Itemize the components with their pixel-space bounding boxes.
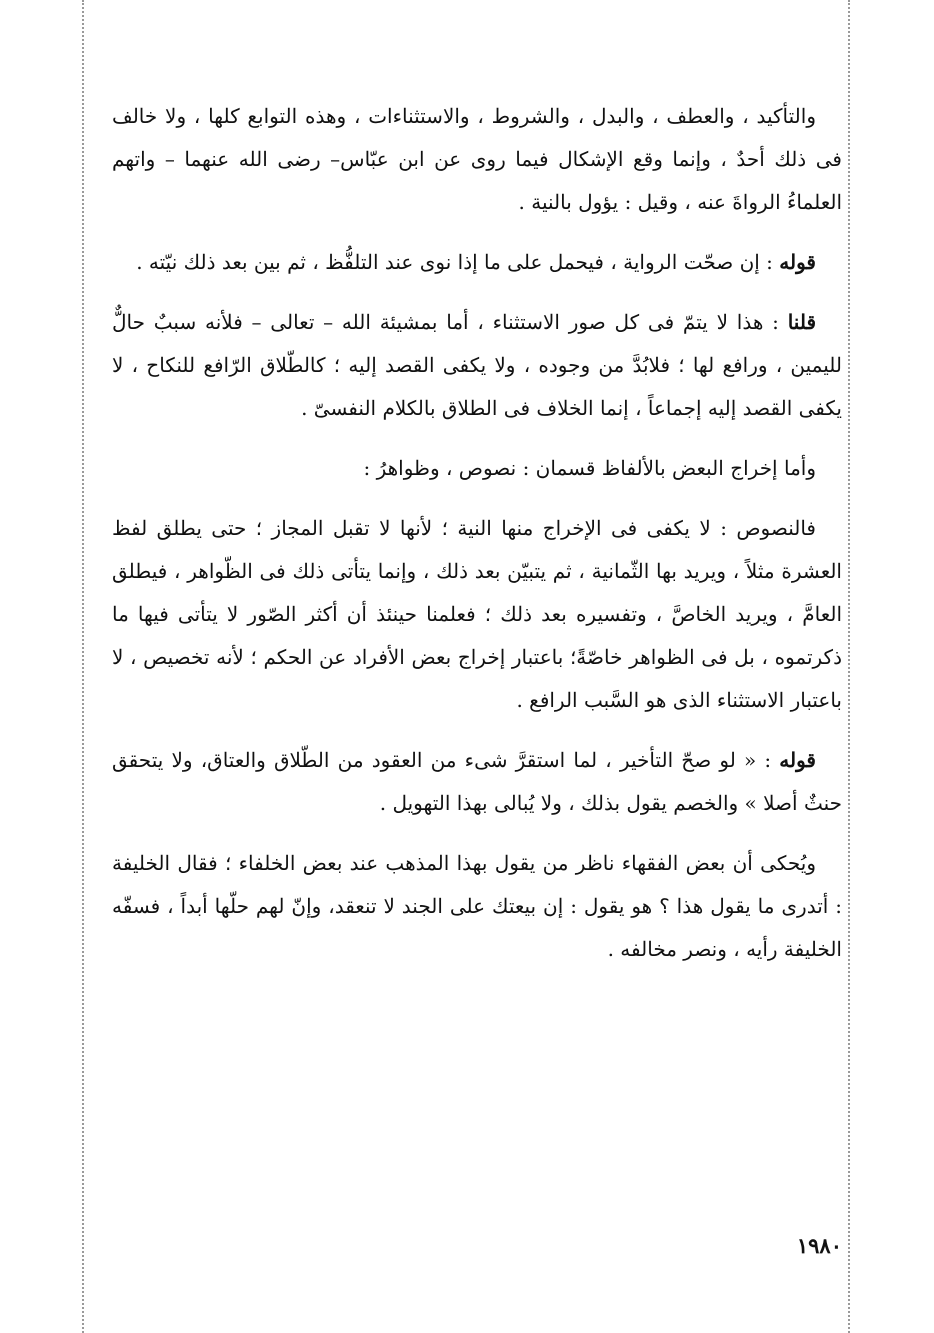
paragraph-3: [112, 301, 842, 430]
paragraph-7: [112, 842, 842, 971]
paragraph-1: [112, 95, 842, 224]
paragraph-5-text: فالنصوص : لا يكفى فى الإخراج منها النية ؛ لأنها لا تقبل المجاز ؛ حتى يطلق لفظ العشرة مثلاً ، ويريد بها الثّمانية ، ثم يتبيّن بعد ذلك ، وإنما يتأتى ذلك فى الظّواهر ، فيطلق العامَّ ، ويريد الخاصَّ ، وتفسيره بعد ذلك ؛ فعلمنا حينئذ أن أكثر الصّور لا يتأتى فيها ما ذكرتموه ، بل فى الظواهر خاصّةً؛ باعتبار إخراج بعض الأفراد عن الحكم ؛ لأنه تخصيص ، لا باعتبار الاستثناء الذى هو السَّبب الرافع .: [112, 516, 842, 712]
paragraph-2-text: : إن صحّت الرواية ، فيحمل على ما إذا نوى عند التلفُّظ ، ثم بين بعد ذلك نيّته .: [136, 250, 780, 274]
page-number: ١٩٨٠: [796, 1233, 842, 1258]
paragraph-3-lead: قلنا: [787, 310, 816, 334]
paragraph-6: [112, 739, 842, 825]
paragraph-3-text: : هذا لا يتمّ فى كل صور الاستثناء ، أما بمشيئة الله – تعالى – فلأنه سببٌ حالٌّ لليمين ، ورافع لها ؛ فلابُدَّ من وجوده ، ولا يكفى القصد إليه ؛ كالطّلاق الرّافع للنكاح ، لا يكفى القصد إليه إجماعاً ، إنما الخلاف فى الطلاق بالكلام النفسىّ .: [112, 310, 842, 420]
page-body: [112, 95, 842, 988]
paragraph-6-text: : « لو صحّ التأخير ، لما استقرَّ شىء من العقود من الطّلاق والعتاق، ولا يتحقق حنثٌ أصلا » والخصم يقول بذلك ، ولا يُبالى بهذا التهويل .: [112, 748, 842, 815]
binding-dotted-line-right: [848, 0, 850, 1333]
paragraph-4-text: وأما إخراج البعض بالألفاظ قسمان : نصوص ، وظواهرُ :: [363, 456, 816, 480]
paragraph-2: [112, 241, 842, 284]
binding-dotted-line-left: [82, 0, 84, 1333]
paragraph-6-lead: قوله: [779, 748, 816, 772]
paragraph-4: [112, 447, 842, 490]
paragraph-5: [112, 507, 842, 722]
paragraph-2-lead: قوله: [779, 250, 816, 274]
paragraph-1-text: والتأكيد ، والعطف ، والبدل ، والشروط ، والاستثناءات ، وهذه التوابع كلها ، ولا خالف فى ذلك أحدٌ ، وإنما وقع الإشكال فيما روى عن ابن عبّاس– رضى الله عنهما – واتهم العلماءُ الرواةَ عنه ، وقيل : يؤول بالنية .: [112, 104, 842, 214]
paragraph-7-text: ويُحكى أن بعض الفقهاء ناظر من يقول بهذا المذهب عند بعض الخلفاء ؛ فقال الخليفة : أتدرى ما يقول هذا ؟ هو يقول : إن بيعتك على الجند لا تنعقد، وإنّ لهم حلّها أبداً ، فسفّه الخليفة رأيه ، ونصر مخالفه .: [112, 851, 842, 961]
